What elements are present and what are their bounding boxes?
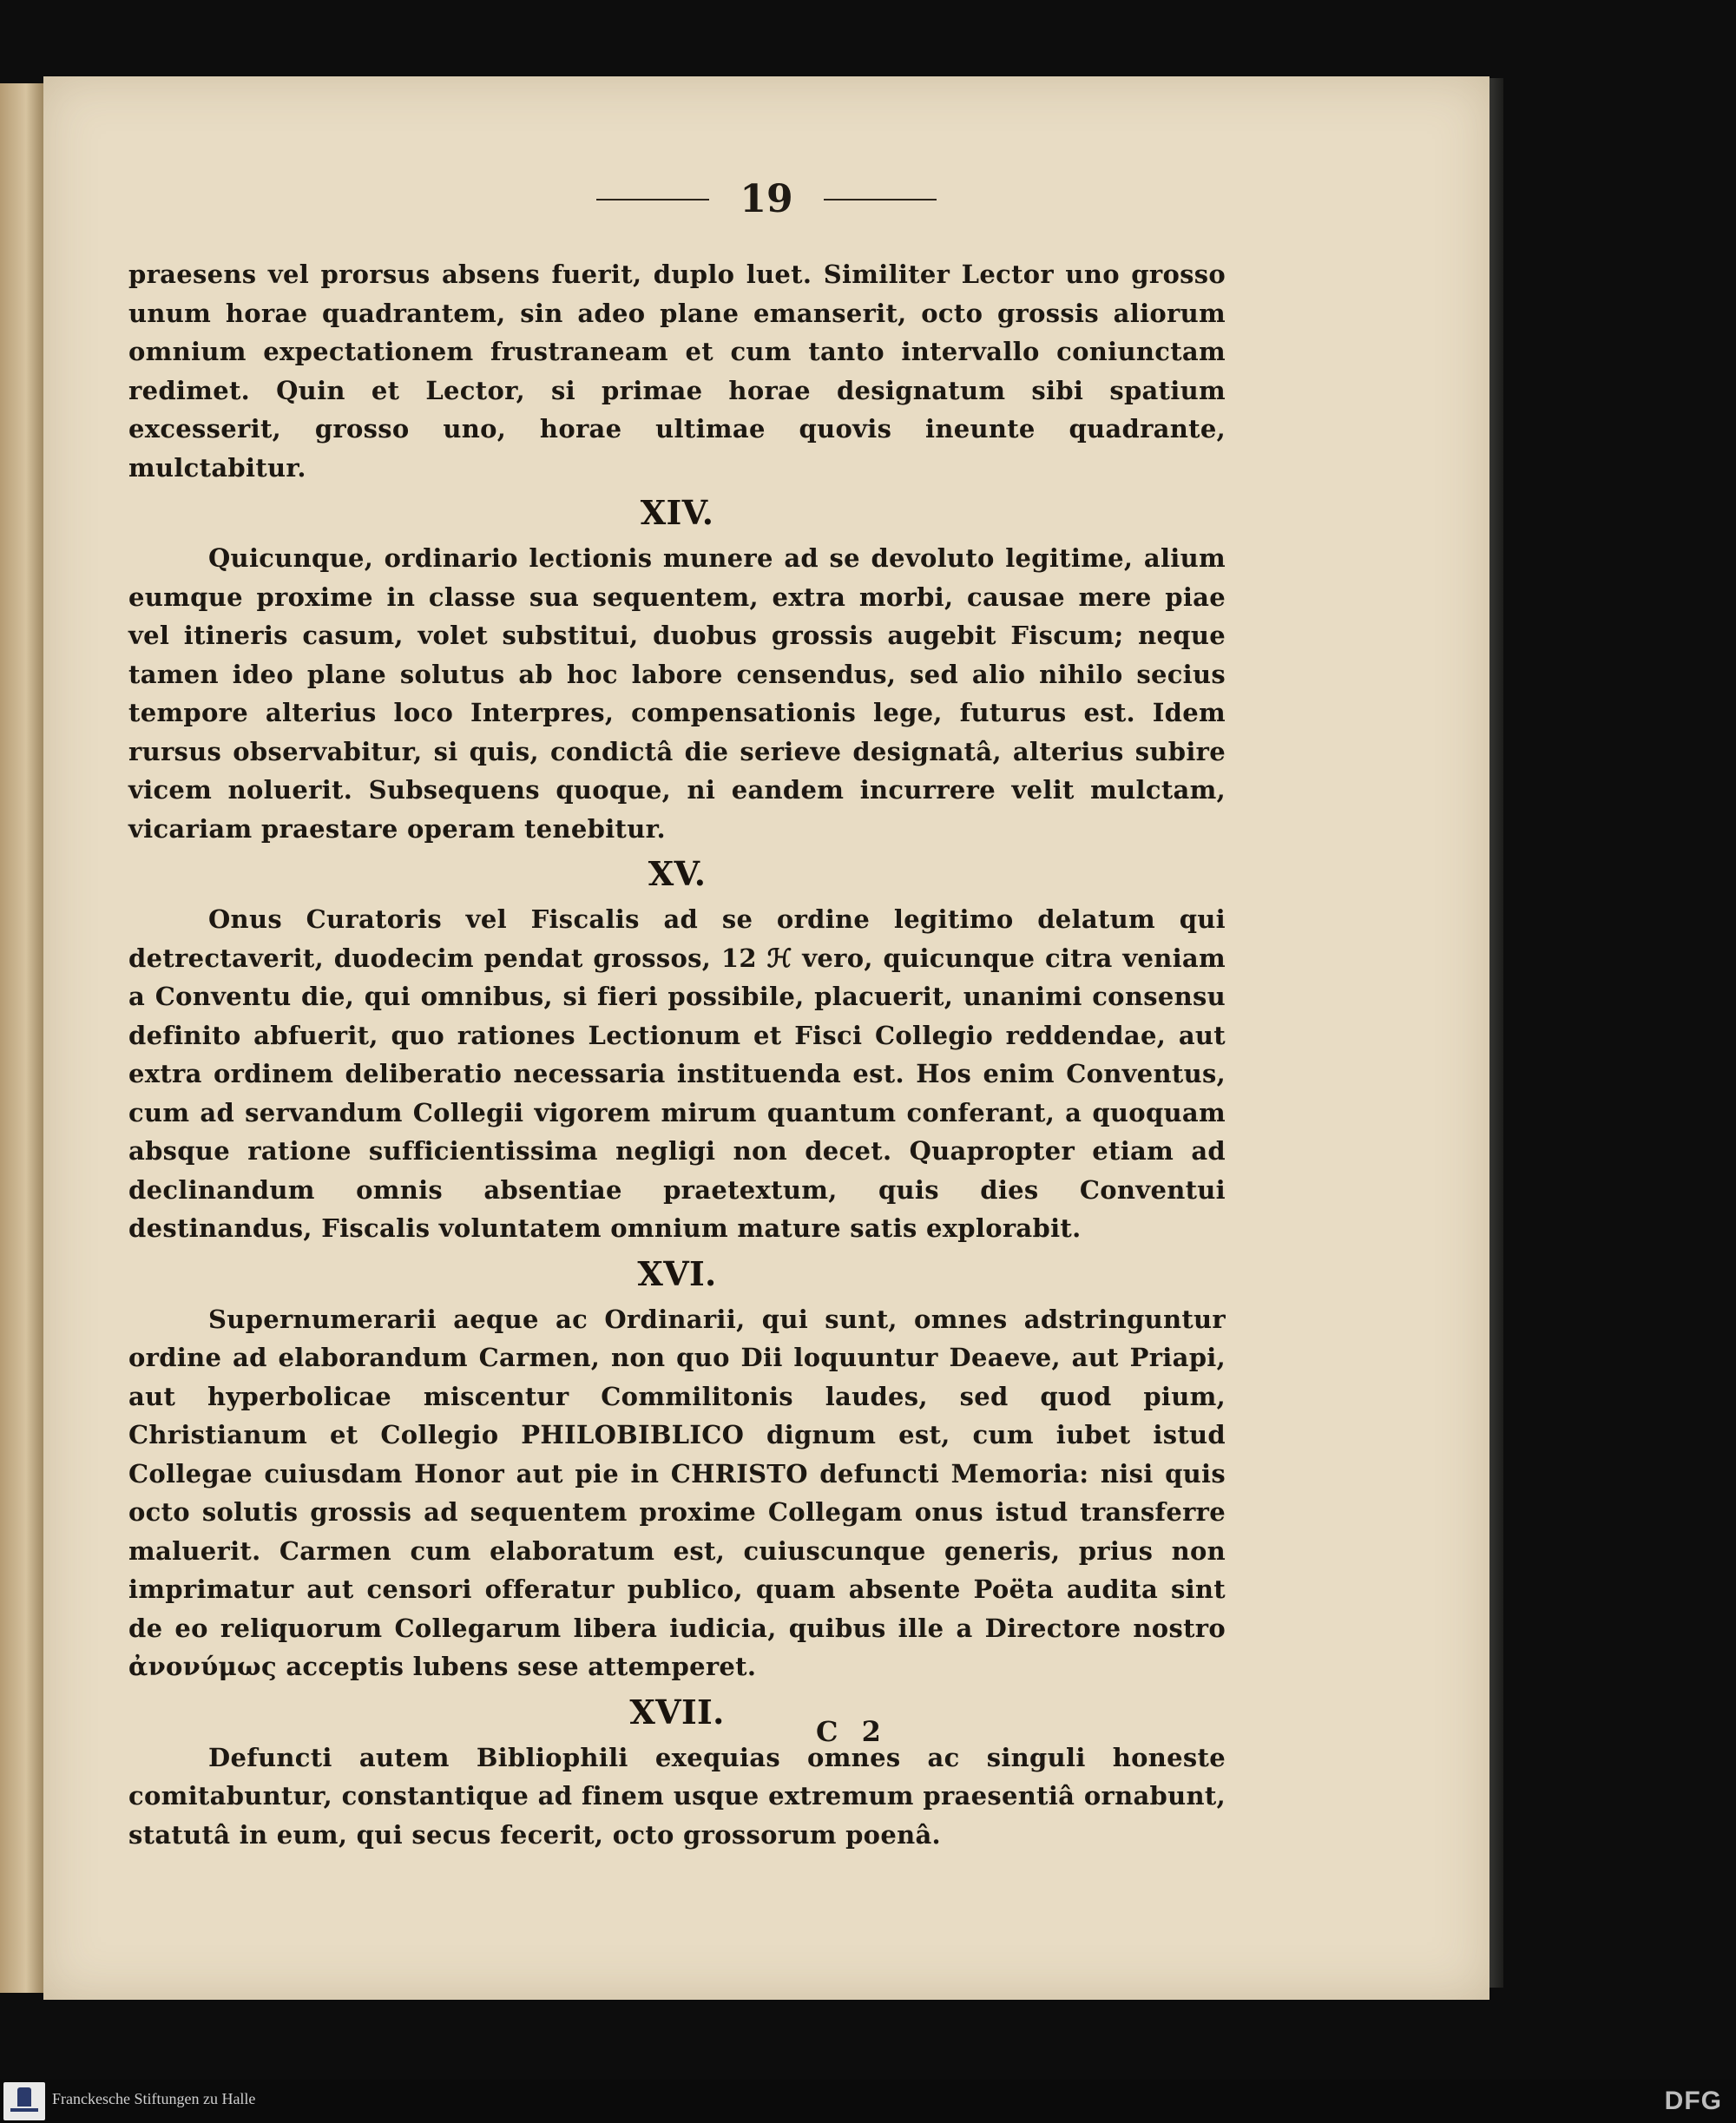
- institution-logo-icon: [3, 2082, 45, 2120]
- main-text: [128, 255, 1226, 1854]
- book-page: [43, 76, 1489, 2000]
- section-heading-xvii: XVII.: [629, 1692, 725, 1732]
- intro-paragraph: praesens vel prorsus absens fuerit, duplo luet. Similiter Lector uno grosso unum horae quadrantem, sin adeo plane emanserit, octo grossis aliorum omnium expectationem frustraneam et cum tanto intervallo coniunctam redimet. Quin et Lector, si primae horae designatum sibi spatium excesserit, grosso uno, horae ultimae quovis ineunte quadrante, mulctabitur.: [128, 260, 1226, 483]
- header-rule-right: [824, 199, 937, 200]
- dfg-logo: DFG: [1664, 2087, 1722, 2115]
- page-number-header: [43, 177, 1489, 221]
- header-rule-left: [596, 199, 709, 200]
- section-text-xv: Onus Curatoris vel Fiscalis ad se ordine legitimo delatum qui detrectaverit, duodecim pendat grossos, 12 ℋ vero, quicunque citra veniam a Conventu die, qui omnibus, si fieri possibile, placuerit, unanimi consensu definito abfuerit, quo rationes Lectionum et Fisci Collegio reddendae, aut extra ordinem deliberatio necessaria instituenda est. Hos enim Conventus, cum ad servandum Collegii vigorem mirum quantum conferant, a quoquam absque ratione sufficientissima negligi non decet. Quapropter etiam ad declinandum omnis absentiae praetextum, quis dies Conventui destinandus, Fiscalis voluntatem omnium mature satis explorabit.: [128, 904, 1226, 1243]
- section-text-xvii: Defuncti autem Bibliophili exequias omnes ac singuli honeste comitabuntur, constantique ad finem usque extremum praesentiâ ornabunt, statutâ in eum, qui secus fecerit, octo grossorum poenâ.: [128, 1742, 1226, 1850]
- previous-page-edge: [0, 83, 43, 1993]
- section-heading-xv: XV.: [648, 854, 707, 893]
- signature-mark: C 2: [816, 1715, 888, 1748]
- viewer-footer: [0, 2080, 1736, 2123]
- institution-name: Franckesche Stiftungen zu Halle: [52, 2090, 256, 2107]
- section-heading-xiv: XIV.: [640, 493, 714, 532]
- section-text-xvi: Supernumerarii aeque ac Ordinarii, qui sunt, omnes adstringuntur ordine ad elaborandum Carmen, non quo Dii loquuntur Deaeve, aut Priapi, aut hyperbolicae miscentur Commilitonis laudes, sed quod pium, Christianum et Collegio PHILOBIBLICO dignum est, cum iubet istud Collegae cuiusdam Honor aut pie in CHRISTO defuncti Memoria: nisi quis octo solutis grossis ad sequentem proxime Collegam onus istud transferre maluerit. Carmen cum elaboratum est, cuiuscunque generis, prius non imprimatur aut censori offeratur publico, quam absente Poëta audita sint de eo reliquorum Collegarum libera iudicia, quibus ille a Directore nostro ἀνονύμως acceptis lubens sese attemperet.: [128, 1304, 1226, 1681]
- page-number: 19: [740, 177, 793, 221]
- section-text-xiv: Quicunque, ordinario lectionis munere ad se devoluto legitime, alium eumque proxime in classe sua sequentem, extra morbi, causae mere piae vel itineris casum, volet substitui, duobus grossis augebit Fiscum; neque tamen ideo plane solutus ab hoc labore censendus, sed alio nihilo secius tempore alterius loco Interpres, compensationis lege, futurus est. Idem rursus observabitur, si quis, condictâ die serieve designatâ, alterius subire vicem noluerit. Subsequens quoque, ni eandem incurrere velit mulctam, vicariam praestare operam tenebitur.: [128, 543, 1226, 844]
- section-heading-xvi: XVI.: [637, 1253, 717, 1293]
